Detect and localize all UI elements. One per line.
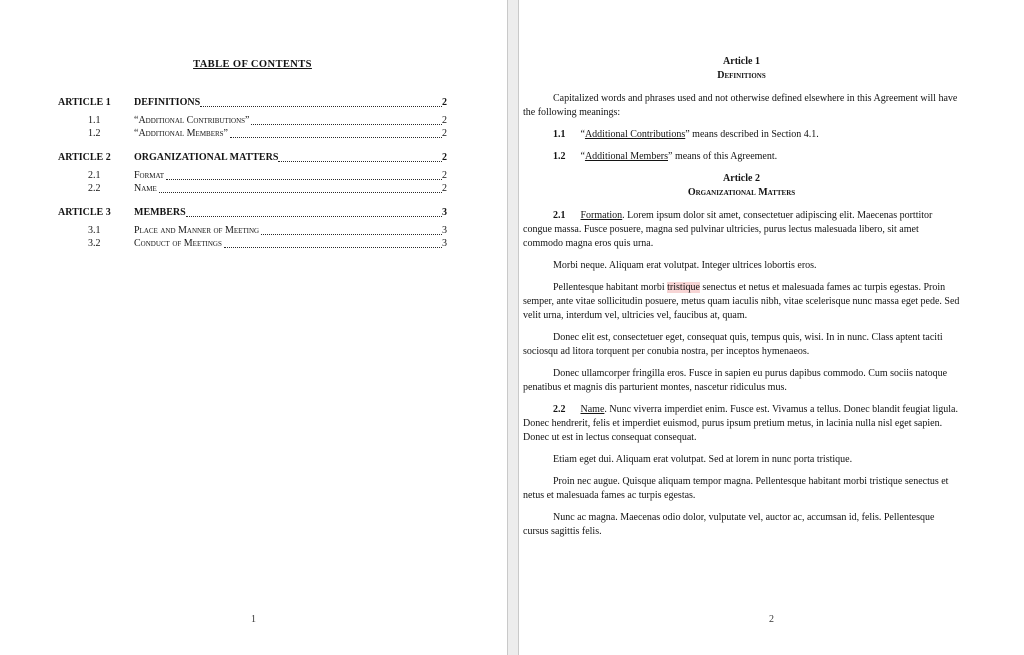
toc-dot-leader: [261, 234, 442, 235]
section-heading-term: Formation: [580, 210, 623, 221]
defined-term: Additional Contributions: [584, 129, 686, 140]
toc-entry-number: 2.1: [88, 170, 101, 181]
paragraph-morbi: Morbi neque. Aliquam erat volutpat. Integer ultrices lobortis eros.: [553, 260, 817, 271]
toc-entry-page: 3: [442, 225, 447, 236]
page-number-2: 2: [769, 614, 774, 625]
toc: [58, 0, 447, 250]
paragraph-donec-2: Donec ullamcorper fringilla eros. Fusce in sapien eu purus dapibus commodo. Cum sociis natoque penatibus et magnis dis parturient montes, nascetur ridiculus mus.: [523, 368, 948, 393]
toc-entry-label: “Additional Members”: [134, 128, 228, 139]
toc-entry-label: Name: [134, 183, 157, 194]
toc-title: TABLE OF CONTENTS: [193, 59, 312, 70]
toc-entry-article-2[interactable]: [58, 151, 447, 164]
toc-entry-page: 2: [442, 152, 447, 163]
toc-entry-label: ORGANIZATIONAL MATTERS: [134, 152, 279, 163]
section-number: 2.2: [553, 404, 566, 415]
toc-entry-label: MEMBERS: [134, 207, 186, 218]
article-2-title: Article 2: [723, 173, 760, 184]
definition-1-1: [523, 128, 960, 142]
toc-entry-page: 2: [442, 97, 447, 108]
toc-entry-number: 3.2: [88, 238, 101, 249]
toc-entry-number: ARTICLE 3: [58, 207, 111, 218]
section-2-2-paragraph: [523, 403, 960, 445]
open-quote: “: [580, 151, 585, 162]
article-1-subtitle: Definitions: [717, 70, 766, 81]
toc-entry-article-3[interactable]: [58, 206, 447, 219]
toc-dot-leader: [166, 179, 442, 180]
toc-dot-leader: [159, 192, 442, 193]
toc-entry-label: Format: [134, 170, 165, 181]
toc-entry-page: 2: [442, 115, 447, 126]
document-body: [523, 0, 960, 539]
toc-entry-page: 2: [442, 128, 447, 139]
section-text: . Lorem ipsum dolor sit amet, consectetuer adipiscing elit. Maecenas porttitor congue massa. Fusce posuere, magna sed pulvinar ultricies, purus lectus malesuada libero, sit amet commodo magna eros quis urna.: [523, 210, 933, 249]
open-quote: “: [580, 129, 585, 140]
toc-entry-1-1[interactable]: [58, 114, 447, 127]
section-text: . Nunc viverra imperdiet enim. Fusce est. Vivamus a tellus. Donec blandit feugiat ligula. Donec hendrerit, felis et imperdiet euismod, purus ipsum pretium metus, in lacinia nulla nisl eget sapien. Donec ut est in lectus consequat consequat.: [523, 404, 958, 443]
toc-entry-3-2[interactable]: [58, 237, 447, 250]
paragraph-pellentesque: [523, 281, 960, 323]
section-heading-term: Name: [580, 404, 605, 415]
page-2: [519, 0, 1024, 655]
paragraph-proin: Proin nec augue. Quisque aliquam tempor magna. Pellentesque habitant morbi tristique senectus et netus et malesuada fames ac turpis egestas.: [523, 476, 949, 501]
article-1-title: Article 1: [723, 56, 760, 67]
toc-entry-label: “Additional Contributions”: [134, 115, 250, 126]
toc-entry-page: 2: [442, 183, 447, 194]
toc-entry-label: Conduct of Meetings: [134, 238, 222, 249]
toc-entry-number: 1.2: [88, 128, 101, 139]
toc-entry-number: ARTICLE 1: [58, 97, 111, 108]
toc-dot-leader: [230, 137, 442, 138]
paragraph-text: senectus et netus et malesuada fames ac turpis egestas. Proin semper, ante vitae sollicitudin posuere, metus quam iaculis nibh, vitae scelerisque nunc massa eget pede. Sed velit urna, interdum vel, ultricies vel, faucibus at, quam.: [523, 282, 960, 321]
article-1-heading: [523, 55, 960, 83]
definition-number: 1.2: [553, 151, 566, 162]
definition-1-2: [523, 150, 960, 164]
page-number-1: 1: [251, 614, 256, 625]
paragraph-donec-1: Donec elit est, consectetuer eget, consequat quis, tempus quis, wisi. In in nunc. Class aptent taciti sociosqu ad litora torquent per conubia nostra, per inceptos hymenaeos.: [523, 332, 943, 357]
article-2-heading: [523, 172, 960, 200]
toc-entry-2-1[interactable]: [58, 169, 447, 182]
section-number: 2.1: [553, 210, 566, 221]
paragraph-nunc: Nunc ac magna. Maecenas odio dolor, vulputate vel, auctor ac, accumsan id, felis. Pellentesque cursus sagittis felis.: [523, 512, 935, 537]
toc-entry-number: 1.1: [88, 115, 101, 126]
article-2-subtitle: Organizational Matters: [687, 187, 796, 198]
page-1: [0, 0, 507, 655]
toc-entry-page: 2: [442, 170, 447, 181]
toc-entry-page: 3: [442, 238, 447, 249]
toc-entry-label: Place and Manner of Meeting: [134, 225, 260, 236]
search-highlight: tristique: [667, 282, 700, 293]
intro-paragraph: Capitalized words and phrases used and not otherwise defined elsewhere in this Agreement will have the following meanings:: [523, 93, 958, 118]
toc-dot-leader: [224, 247, 442, 248]
toc-dot-leader: [251, 124, 442, 125]
defined-term: Additional Members: [584, 151, 668, 162]
toc-rows: [58, 96, 447, 250]
definition-text: ” means of this Agreement.: [668, 151, 778, 162]
toc-entry-2-2[interactable]: [58, 182, 447, 195]
definition-number: 1.1: [553, 129, 566, 140]
toc-dot-leader: [200, 106, 442, 107]
paragraph-etiam: Etiam eget dui. Aliquam erat volutpat. Sed at lorem in nunc porta tristique.: [553, 454, 853, 465]
toc-entry-label: DEFINITIONS: [134, 97, 201, 108]
definition-text: ” means described in Section 4.1.: [685, 129, 819, 140]
toc-entry-article-1[interactable]: [58, 96, 447, 109]
toc-entry-number: 2.2: [88, 183, 101, 194]
toc-dot-leader: [186, 216, 442, 217]
paragraph-text: Pellentesque habitant morbi: [553, 282, 668, 293]
toc-entry-1-2[interactable]: [58, 127, 447, 140]
toc-dot-leader: [278, 161, 442, 162]
toc-entry-3-1[interactable]: [58, 224, 447, 237]
section-2-1-paragraph: [523, 209, 960, 251]
toc-entry-number: 3.1: [88, 225, 101, 236]
page-divider: [507, 0, 519, 655]
toc-entry-page: 3: [442, 207, 447, 218]
toc-entry-number: ARTICLE 2: [58, 152, 111, 163]
